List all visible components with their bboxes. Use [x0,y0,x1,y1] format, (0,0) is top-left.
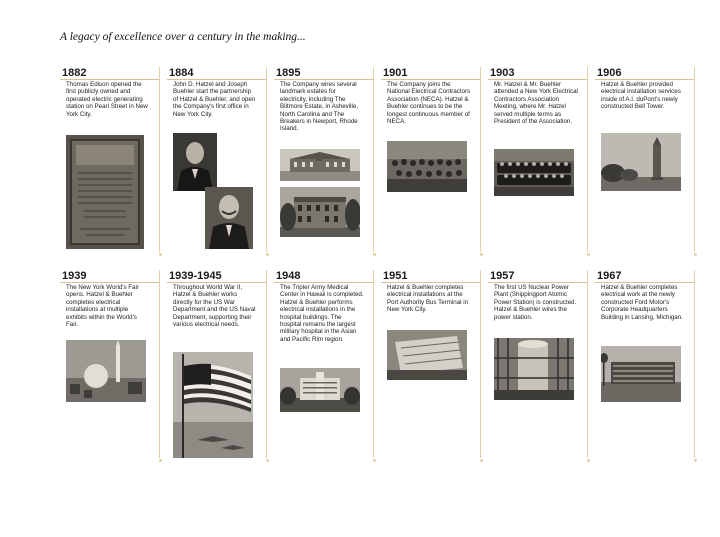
year-divider [595,79,695,80]
timeline-entry-1895 [274,67,374,256]
timeline-connector [373,270,374,458]
timeline-entry-1903 [488,67,588,256]
biltmore-estate-photo [280,149,360,181]
entry-year: 1939 [62,270,87,282]
nuclear-plant-photo [494,338,574,400]
entry-year: 1901 [383,67,408,79]
year-divider [595,282,695,283]
entry-year: 1903 [490,67,515,79]
port-authority-photo [387,330,467,380]
entry-description: The New York World's Fair opens. Hatzel & Buehler completes electrical installations at multiple exhibits within the World's Fair. [66,284,139,329]
timeline-dot [373,459,376,462]
entry-description: John D. Hatzel and Joseph Buehler start the partnership of Hatzel & Buehler, and open the Company's first office in New York City. [173,81,256,118]
timeline-entry-1939 [60,270,160,462]
timeline-connector [159,67,160,252]
timeline-connector [373,67,374,252]
timeline-dot [587,459,590,462]
bell-tower-photo [601,133,681,191]
john-hatzel-portrait [173,133,217,191]
timeline-dot [480,459,483,462]
year-divider [488,79,588,80]
timeline-dot [694,253,697,256]
timeline-row-2 [60,270,694,462]
entry-year: 1948 [276,270,301,282]
year-divider [381,79,481,80]
tripler-hospital-photo [280,368,360,412]
timeline-connector [587,270,588,458]
timeline-dot [266,253,269,256]
timeline-connector [266,67,267,252]
worlds-fair-photo [66,340,146,402]
timeline-connector [480,67,481,252]
timeline-entry-1884 [167,67,267,256]
entry-year: 1939-1945 [169,270,222,282]
timeline-entry-1906 [595,67,695,256]
timeline-connector [480,270,481,458]
timeline-entry-1882 [60,67,160,256]
entry-description: Hatzel & Buehler completes electrical installations at the Port Authority Bus Terminal in New York City. [387,284,469,314]
timeline-connector [159,270,160,458]
entry-year: 1951 [383,270,408,282]
entry-description: The first US Nuclear Power Plant (Shippingport Atomic Power Station) is constructed. Hatzel & Buehler wires the power station. [494,284,577,321]
timeline-connector [694,270,695,458]
entry-year: 1967 [597,270,622,282]
timeline-entry-1948 [274,270,374,462]
entry-year: 1882 [62,67,87,79]
entry-description: Mr. Hatzel & Mr. Buehler attended a New York Electrical Contractors Association Meeting, where Mr. Hatzel served multiple terms as President of the Association. [494,81,578,126]
entry-year: 1895 [276,67,301,79]
year-divider [381,282,481,283]
year-divider [60,282,160,283]
timeline-dot [266,459,269,462]
association-group-photo [494,149,574,196]
entry-year: 1906 [597,67,622,79]
entry-description: The Company joins the National Electrical Contractors Association (NECA). Hatzel & Buehler continues to be the longest continuous member of NECA. [387,81,471,126]
timeline-row-1 [60,67,694,256]
year-divider [488,282,588,283]
ford-headquarters-photo [601,346,681,402]
entry-description: Throughout World War II, Hatzel & Buehler works directly for the US War Department and the US Naval Department, supporting their various electrical needs. [173,284,256,329]
timeline-dot [480,253,483,256]
entry-year: 1957 [490,270,515,282]
year-divider [167,79,267,80]
entry-description: The Company wires several landmark estates for electricity, including The Biltmore Estate, in Asheville, North Carolina and The Breakers in Newport, Rhode Island. [280,81,359,133]
american-flag-photo [173,352,253,458]
entry-description: The Tripler Army Medical Center in Hawaii is completed. Hatzel & Buehler performs electrical installations in the hospital buildings. The hospital remains the largest military hospital in the Asian and Pacific Rim region. [280,284,364,343]
timeline-dot [587,253,590,256]
timeline-dot [159,253,162,256]
entry-year: 1884 [169,67,194,79]
timeline-entry-1951 [381,270,481,462]
entry-description: Hatzel & Buehler completes electrical work at the newly constructed Ford Motor's Corporate Headquarters Building in Lansing, Michigan. [601,284,683,321]
year-divider [274,282,374,283]
joseph-buehler-portrait [205,187,253,249]
timeline-entry-1957 [488,270,588,462]
neca-meeting-photo [387,141,467,192]
year-divider [167,282,267,283]
entry-description: Hatzel & Buehler provided electrical installation services inside of A.I. duPont's newly constructed Bell Tower. [601,81,681,111]
timeline-connector [266,270,267,458]
page-title: A legacy of excellence over a century in the making... [60,31,306,43]
timeline-connector [587,67,588,252]
timeline-entry-1939-1945 [167,270,267,462]
timeline-entry-1967 [595,270,695,462]
timeline-dot [159,459,162,462]
timeline-entry-1901 [381,67,481,256]
year-divider [274,79,374,80]
timeline-connector [694,67,695,252]
bronze-plaque-photo [66,135,144,249]
entry-description: Thomas Edison opened the first publicly owned and operated electric generating station on Pearl Street in New York City. [66,81,148,118]
year-divider [60,79,160,80]
timeline-dot [373,253,376,256]
timeline-dot [694,459,697,462]
breakers-mansion-photo [280,187,360,237]
